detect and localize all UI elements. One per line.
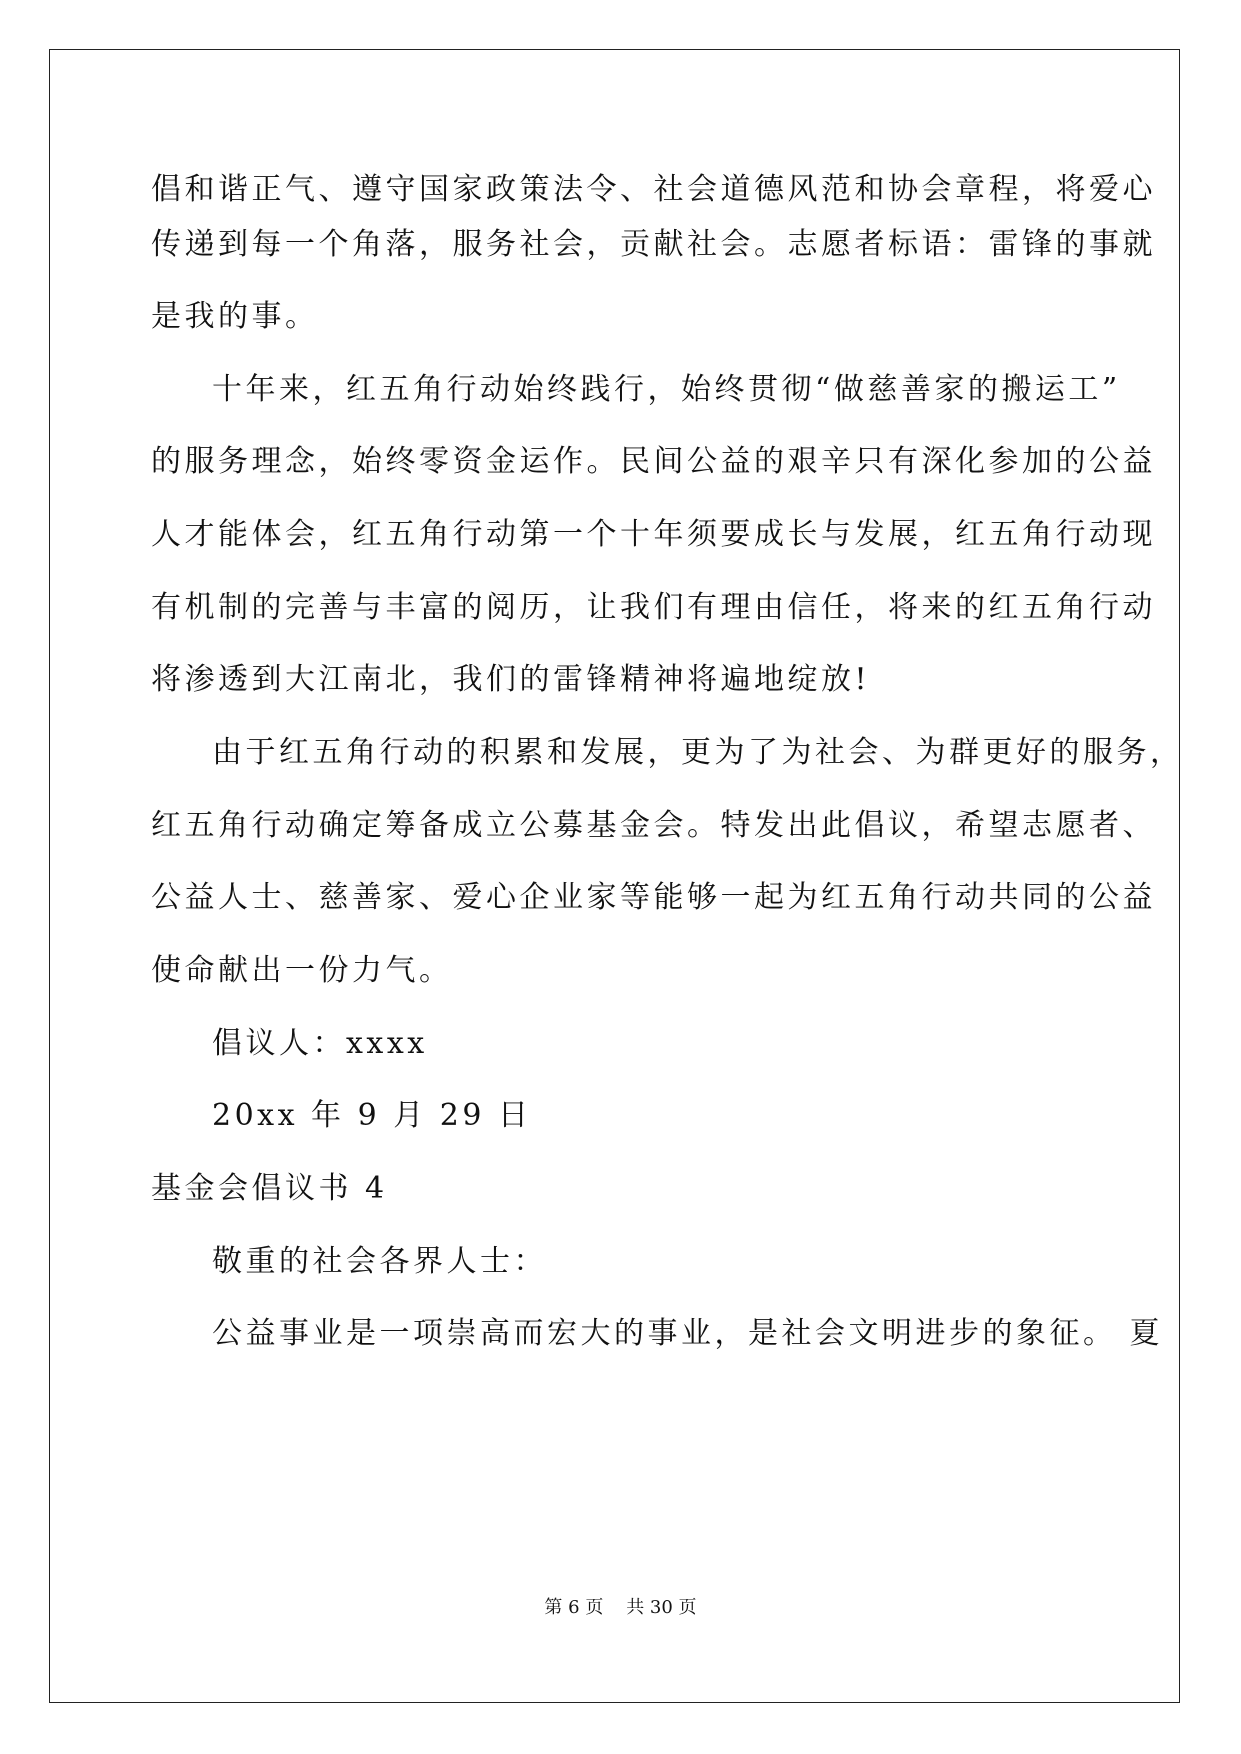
body-text-line: 红五角行动确定筹备成立公募基金会。特发出此倡议，希望志愿者、 — [151, 808, 1156, 843]
paragraph-start-line: 由于红五角行动的积累和发展，更为了为社会、为群更好的服务， — [212, 735, 1184, 770]
page-number-footer: 第 6 页 共 30 页 — [544, 1597, 697, 1618]
body-text-line: 人才能体会，红五角行动第一个十年须要成长与发展，红五角行动现 — [151, 517, 1156, 552]
body-text-line: 使命献出一份力气。 — [151, 953, 453, 988]
section-title: 基金会倡议书 4 — [151, 1171, 388, 1206]
paragraph-start-line: 十年来，红五角行动始终践行，始终贯彻“做慈善家的搬运工” — [212, 372, 1121, 407]
body-text-line: 将渗透到大江南北，我们的雷锋精神将遍地绽放! — [151, 662, 871, 697]
body-text-line: 公益人士、慈善家、爱心企业家等能够一起为红五角行动共同的公益 — [151, 880, 1156, 915]
body-text-line: 传递到每一个角落，服务社会，贡献社会。志愿者标语：雷锋的事就 — [151, 227, 1156, 262]
body-text-line: 是我的事。 — [151, 299, 319, 334]
proposer-line: 倡议人：xxxx — [212, 1026, 428, 1061]
paragraph-start-line: 公益事业是一项崇高而宏大的事业，是社会文明进步的象征。 夏 — [212, 1316, 1164, 1351]
body-text-line: 倡和谐正气、遵守国家政策法令、社会道德风范和协会章程，将爱心 — [151, 172, 1156, 207]
body-text-line: 的服务理念，始终零资金运作。民间公益的艰辛只有深化参加的公益 — [151, 444, 1156, 479]
body-text-line: 有机制的完善与丰富的阅历，让我们有理由信任，将来的红五角行动 — [151, 590, 1156, 625]
salutation-line: 敬重的社会各界人士： — [212, 1244, 547, 1279]
date-line: 20xx 年 9 月 29 日 — [212, 1098, 532, 1133]
